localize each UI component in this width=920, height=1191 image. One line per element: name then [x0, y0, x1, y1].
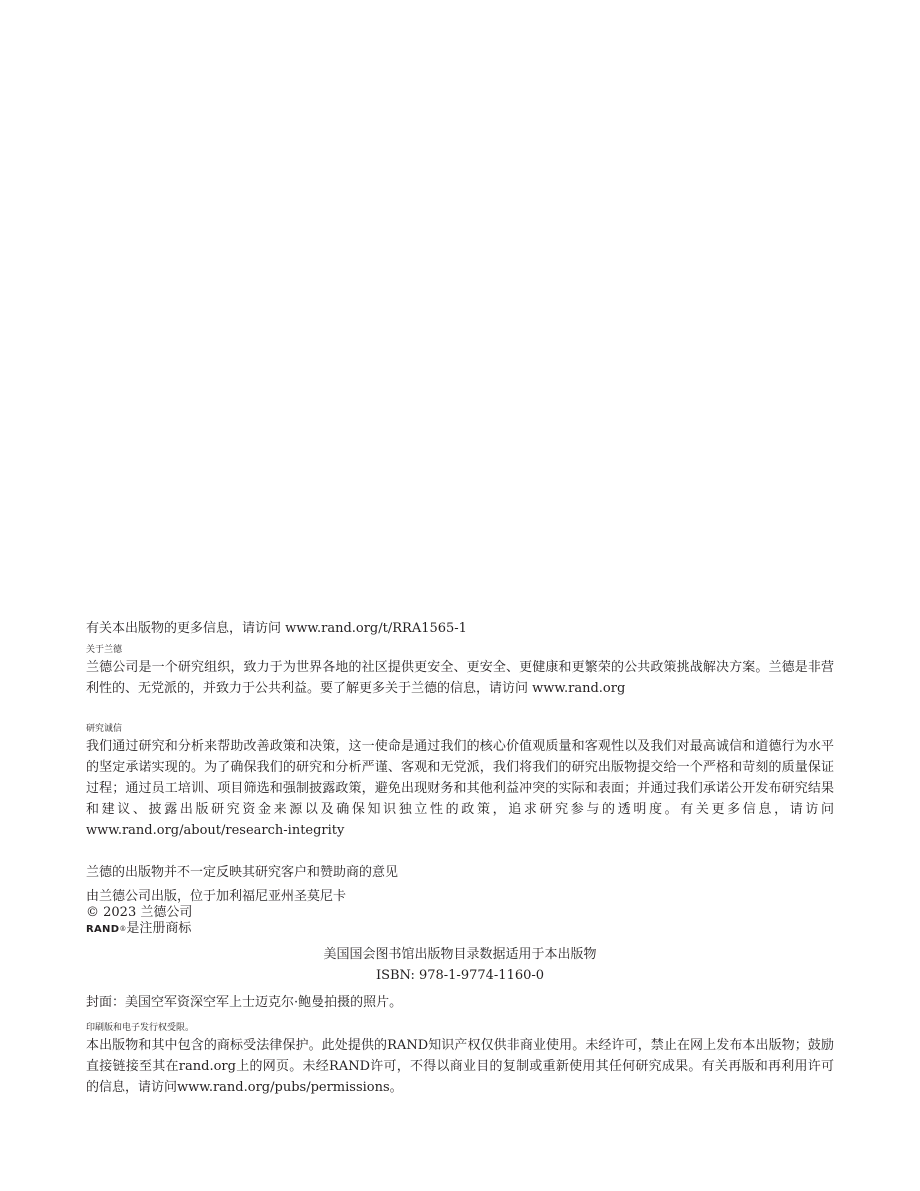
integrity-body: 我们通过研究和分析来帮助改善政策和决策，这一使命是通过我们的核心价值观质量和客观性以及我们对最高诚信和道德行为水平的坚定承诺实现的。为了确保我们的研究和分析严谨、客观和无党派，我们将我们的研究出版物提交给一个严格和苛刻的质量保证过程；通过员工培训、项目筛选和强制披露政策，避免出现财务和其他利益冲突的实际和表面；并通过我们承诺公开发布研究结果和建议、披露出版研究资金来源以及确保知识独立性的政策，追求研究参与的透明度。有关更多信息，请访问 www.rand.org/about/research-integrity — [86, 739, 834, 838]
catalog-line: 美国国会图书馆出版物目录数据适用于本出版物 — [323, 947, 597, 962]
more-info-line: 有关本出版物的更多信息，请访问 www.rand.org/t/RRA1565-1 — [86, 621, 467, 636]
rand-logo: RAND — [86, 924, 120, 935]
trademark-text: 是注册商标 — [126, 921, 192, 936]
copyright-page — [86, 618, 834, 1098]
about-heading: 关于兰德 — [86, 645, 123, 655]
copyright-line: © 2023 兰德公司 — [86, 905, 193, 920]
registered-mark: ® — [119, 925, 127, 933]
trademark-line — [86, 921, 834, 938]
published-by: 由兰德公司出版，位于加利福尼亚州圣莫尼卡 — [86, 889, 347, 904]
rights-body: 本出版物和其中包含的商标受法律保护。此处提供的RAND知识产权仅供非商业使用。未经许可，禁止在网上发布本出版物；鼓励直接链接至其在rand.org上的网页。未经RAND许可，不得以商业目的复制或重新使用其任何研究成果。有关再版和再利用许可的信息，请访问www.rand.org/pubs/permissions。 — [86, 1038, 834, 1095]
about-body: 兰德公司是一个研究组织，致力于为世界各地的社区提供更安全、更安全、更健康和更繁荣的公共政策挑战解决方案。兰德是非营利性的、无党派的，并致力于公共利益。要了解更多关于兰德的信息，请访问 www.rand.org — [86, 660, 834, 696]
disclaimer-line: 兰德的出版物并不一定反映其研究客户和赞助商的意见 — [86, 865, 399, 880]
integrity-heading: 研究诚信 — [86, 724, 123, 734]
isbn-line: ISBN: 978-1-9774-1160-0 — [375, 968, 545, 983]
rights-heading: 印刷版和电子发行权受限。 — [86, 1023, 195, 1033]
cover-credit: 封面：美国空军资深空军上士迈克尔·鲍曼拍摄的照片。 — [86, 995, 403, 1010]
